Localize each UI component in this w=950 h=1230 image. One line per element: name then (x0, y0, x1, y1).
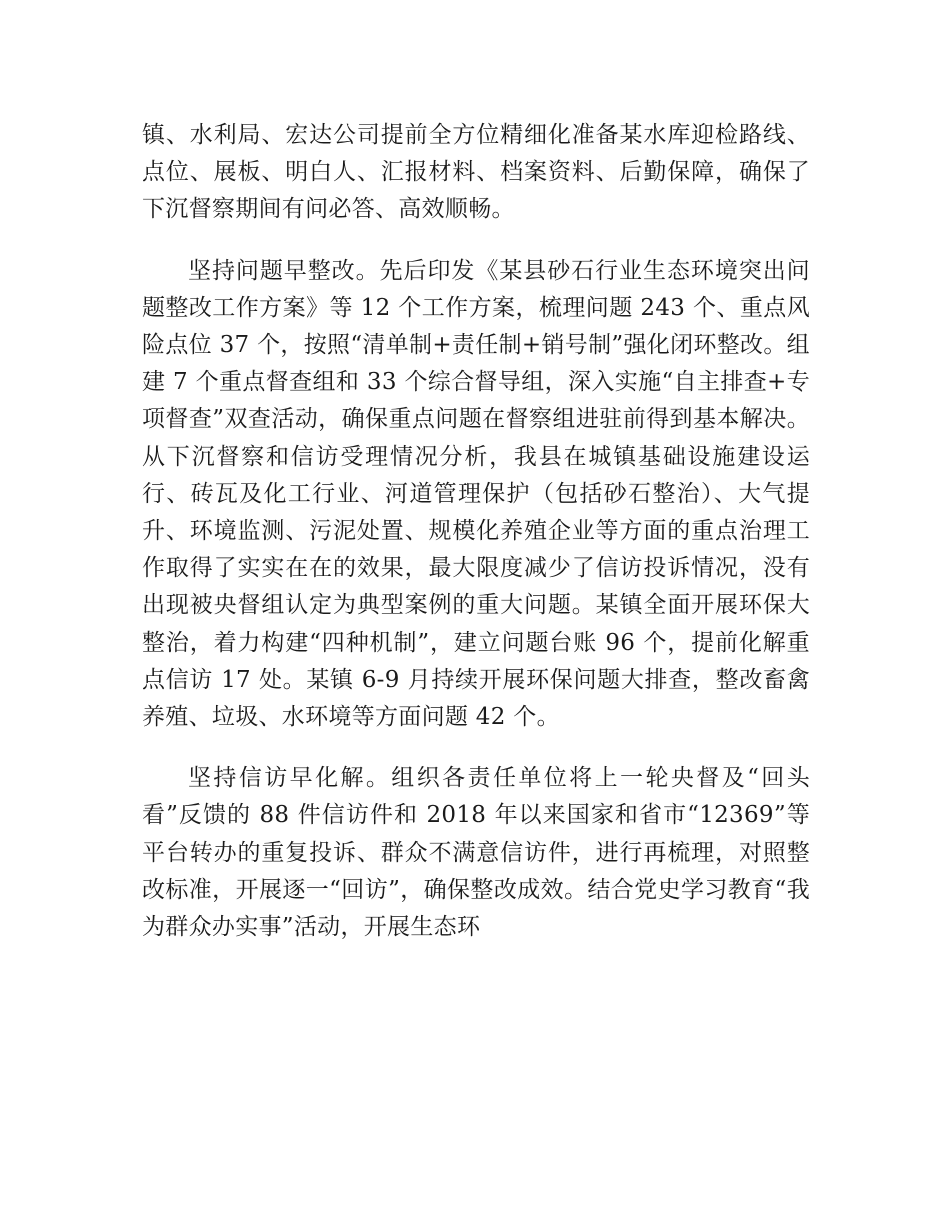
paragraph-gap (142, 229, 810, 253)
paragraph-continuation: 镇、水利局、宏达公司提前全方位精细化准备某水库迎检路线、点位、展板、明白人、汇报材料、档案资料、后勤保障，确保了下沉督察期间有问必答、高效顺畅。 (142, 122, 810, 223)
document-page (142, 117, 810, 946)
paragraph-problem-rectification: 坚持问题早整改。先后印发《某县砂石行业生态环境突出问题整改工作方案》等 12 个工作方案，梳理问题 243 个、重点风险点位 37 个，按照“清单制+责任制+销号制”强化闭环整改。组建 7 个重点督查组和 33 个综合督导组，深入实施“自主排查+专项督查”双查活动，确保重点问题在督察组进驻前得到基本解决。从下沉督察和信访受理情况分析，我县在城镇基础设施建设运行、砖瓦及化工行业、河道管理保护（包括砂石整治）、大气提升、环境监测、污泥处置、规模化养殖企业等方面的重点治理工作取得了实实在在的效果，最大限度减少了信访投诉情况，没有出现被央督组认定为典型案例的重大问题。某镇全面开展环保大整治，着力构建“四种机制”，建立问题台账 96 个，提前化解重点信访 17 处。某镇 6-9 月持续开展环保问题大排查，整改畜禽养殖、垃圾、水环境等方面问题 42 个。 (142, 257, 810, 731)
paragraph-petition-resolution: 坚持信访早化解。组织各责任单位将上一轮央督及“回头看”反馈的 88 件信访件和 2018 年以来国家和省市“12369”等平台转办的重复投诉、群众不满意信访件，进行再梳理，对照整改标准，开展逐一“回访”，确保整改成效。结合党史学习教育“我为群众办实事”活动，开展生态环 (142, 765, 810, 941)
paragraph-gap (142, 736, 810, 760)
